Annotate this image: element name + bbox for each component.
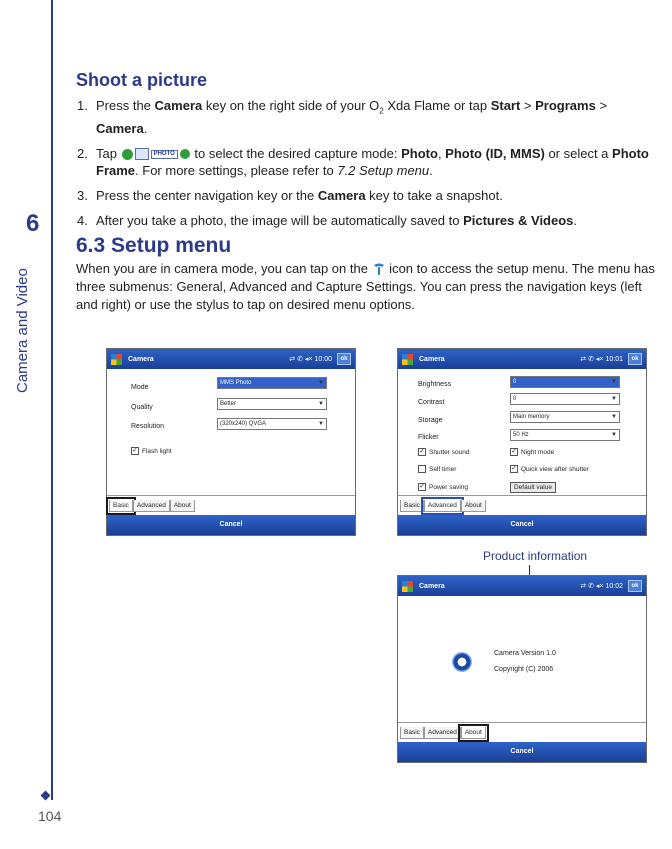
ok-button[interactable]: ok [628, 353, 642, 365]
setup-tool-icon [372, 262, 386, 276]
title-bar [398, 349, 646, 369]
camera-mode-icon [135, 148, 149, 160]
check-icon: ✓ [511, 448, 517, 455]
list-item [76, 145, 666, 179]
main-content [76, 72, 666, 314]
status-icons: ⇄ ✆ ◂× 10:01 [580, 356, 623, 363]
tab-basic[interactable]: Basic [400, 727, 424, 739]
ok-button[interactable]: ok [628, 580, 642, 592]
checkbox-label: Quick view after shutter [521, 465, 589, 473]
tab-advanced[interactable]: Advanced [424, 500, 461, 512]
step-bold: Photo Frame [96, 145, 649, 178]
step-text: After you take a photo, the image will be automatically saved to [96, 212, 464, 228]
flicker-select[interactable]: 50 Hz ▼ [510, 429, 620, 441]
step-bold: Camera [317, 187, 366, 203]
side-rule [51, 0, 53, 800]
resolution-label: Resolution [131, 423, 165, 430]
cancel-button[interactable]: Cancel [107, 515, 355, 535]
app-title: Camera [419, 355, 445, 363]
mode-select[interactable]: MMS Photo ▼ [217, 377, 327, 389]
step-text: Tap [96, 145, 121, 161]
checkbox-label: Shutter sound [429, 448, 470, 456]
clock: 10:01 [605, 356, 623, 363]
windows-start-icon[interactable] [402, 581, 413, 592]
checkbox-label: Flash light [142, 447, 172, 455]
windows-start-icon[interactable] [111, 354, 122, 365]
step-bold: Start [490, 98, 521, 113]
tab-about[interactable]: About [461, 500, 486, 512]
setup-paragraph [76, 260, 666, 314]
step-sub: 2 [379, 106, 384, 116]
page-number: 104 [38, 808, 62, 824]
check-icon: ✓ [511, 465, 517, 472]
contrast-select[interactable]: 0 ▼ [510, 393, 620, 405]
windows-start-icon[interactable] [402, 354, 413, 365]
step-bold: Pictures & Videos [463, 212, 574, 228]
list-item [76, 97, 666, 137]
step-text: to select the desired capture mode: [190, 145, 402, 161]
screenshot-about [397, 575, 647, 763]
step-number: 3. [77, 187, 88, 203]
left-arrow-icon [122, 149, 133, 160]
step-text: . [429, 162, 433, 178]
checkbox-label: Self timer [429, 465, 457, 473]
tab-bar [398, 495, 646, 515]
clock: 10:00 [314, 356, 332, 363]
checkbox-empty-icon [418, 465, 426, 473]
resolution-select[interactable]: (320x240) QVGA ▼ [217, 418, 327, 430]
title-bar [107, 349, 355, 369]
chapter-number: 6 [26, 210, 40, 237]
tab-bar [107, 495, 355, 515]
tab-about[interactable]: About [461, 727, 486, 739]
flash-light-checkbox[interactable] [131, 447, 172, 455]
version-text: Camera Version 1.0 [494, 650, 556, 657]
screenshot-basic [106, 348, 356, 536]
right-arrow-icon [180, 149, 190, 159]
step-text: , [437, 145, 446, 161]
quick-view-checkbox[interactable] [510, 465, 589, 473]
tab-advanced[interactable]: Advanced [133, 500, 170, 512]
step-number: 2. [77, 145, 88, 161]
app-title: Camera [128, 355, 154, 363]
step-text: > [595, 98, 608, 113]
power-saving-checkbox[interactable] [418, 483, 468, 491]
step-text: > [520, 98, 536, 113]
check-icon: ✓ [419, 448, 425, 455]
step-italic: 7.2 Setup menu [337, 162, 430, 178]
clock: 10:02 [605, 583, 623, 590]
storage-select[interactable]: Main memory ▼ [510, 411, 620, 423]
step-text: or select a [544, 145, 613, 161]
step-number: 1. [77, 98, 88, 113]
shutter-sound-checkbox[interactable] [418, 448, 469, 456]
step-text: . [573, 212, 578, 228]
flicker-label: Flicker [418, 434, 439, 441]
step-text: . For more settings, please refer to [135, 162, 338, 178]
tab-about[interactable]: About [170, 500, 195, 512]
default-value-button[interactable]: Default value [510, 482, 556, 493]
check-icon: ✓ [132, 447, 138, 454]
checkbox-label: Night mode [521, 448, 555, 456]
status-icons: ⇄ ✆ ◂× 10:02 [580, 583, 623, 590]
app-title: Camera [419, 582, 445, 590]
tab-basic[interactable]: Basic [400, 500, 424, 512]
step-bold: Camera [96, 120, 144, 136]
quality-label: Quality [131, 404, 153, 411]
step-text: Press the [96, 98, 155, 113]
brightness-label: Brightness [418, 381, 452, 388]
tab-advanced[interactable]: Advanced [424, 727, 461, 739]
steps-list [76, 97, 666, 229]
title-bar [398, 576, 646, 596]
list-item [76, 187, 666, 204]
self-timer-checkbox[interactable] [418, 465, 456, 473]
night-mode-checkbox[interactable] [510, 448, 554, 456]
step-text: . [143, 120, 148, 136]
ok-button[interactable]: ok [337, 353, 351, 365]
chapter-title: Camera and Video [14, 268, 31, 393]
list-item [76, 212, 666, 229]
screenshot-advanced [397, 348, 647, 536]
step-bold: Camera [154, 98, 203, 113]
cancel-button[interactable]: Cancel [398, 742, 646, 762]
contrast-label: Contrast [418, 399, 445, 406]
brightness-select[interactable]: 0 ▼ [510, 376, 620, 388]
storage-label: Storage [418, 417, 443, 424]
setup-heading: 6.3 Setup menu [76, 233, 232, 257]
section-heading: Shoot a picture [76, 70, 208, 90]
step-text: key to take a snapshot. [365, 187, 503, 203]
checkbox-label: Power saving [429, 483, 469, 491]
para-text: When you are in camera mode, you can tap on the [76, 260, 372, 276]
copyright-text: Copyright (C) 2006 [494, 666, 554, 673]
step-number: 4. [77, 212, 88, 228]
cancel-button[interactable]: Cancel [398, 515, 646, 535]
check-icon: ✓ [419, 483, 425, 490]
quality-select[interactable]: Better ▼ [217, 398, 327, 410]
step-text: Press the center navigation key or the [96, 187, 318, 203]
step-bold: Programs [535, 98, 596, 113]
tab-bar [398, 722, 646, 742]
photo-mode-icon: PHOTO [151, 150, 178, 159]
tab-basic[interactable]: Basic [109, 500, 133, 512]
camera-logo-icon [452, 652, 472, 672]
step-bold: Photo [401, 145, 438, 161]
step-text: Xda Flame or tap [383, 98, 491, 113]
diamond-icon [41, 791, 51, 801]
para-text: icon to access the setup menu. The menu has three submenus: General, Advanced and Capture Settings. You can press the navigation keys (left and right) or use the stylus to tap on desired menu options. [76, 260, 655, 312]
mode-label: Mode [131, 384, 149, 391]
callout-label: Product information [483, 549, 588, 563]
step-text: key on the right side of your O [202, 98, 380, 113]
status-icons: ⇄ ✆ ◂× 10:00 [289, 356, 332, 363]
step-bold: Photo (ID, MMS) [445, 145, 545, 161]
